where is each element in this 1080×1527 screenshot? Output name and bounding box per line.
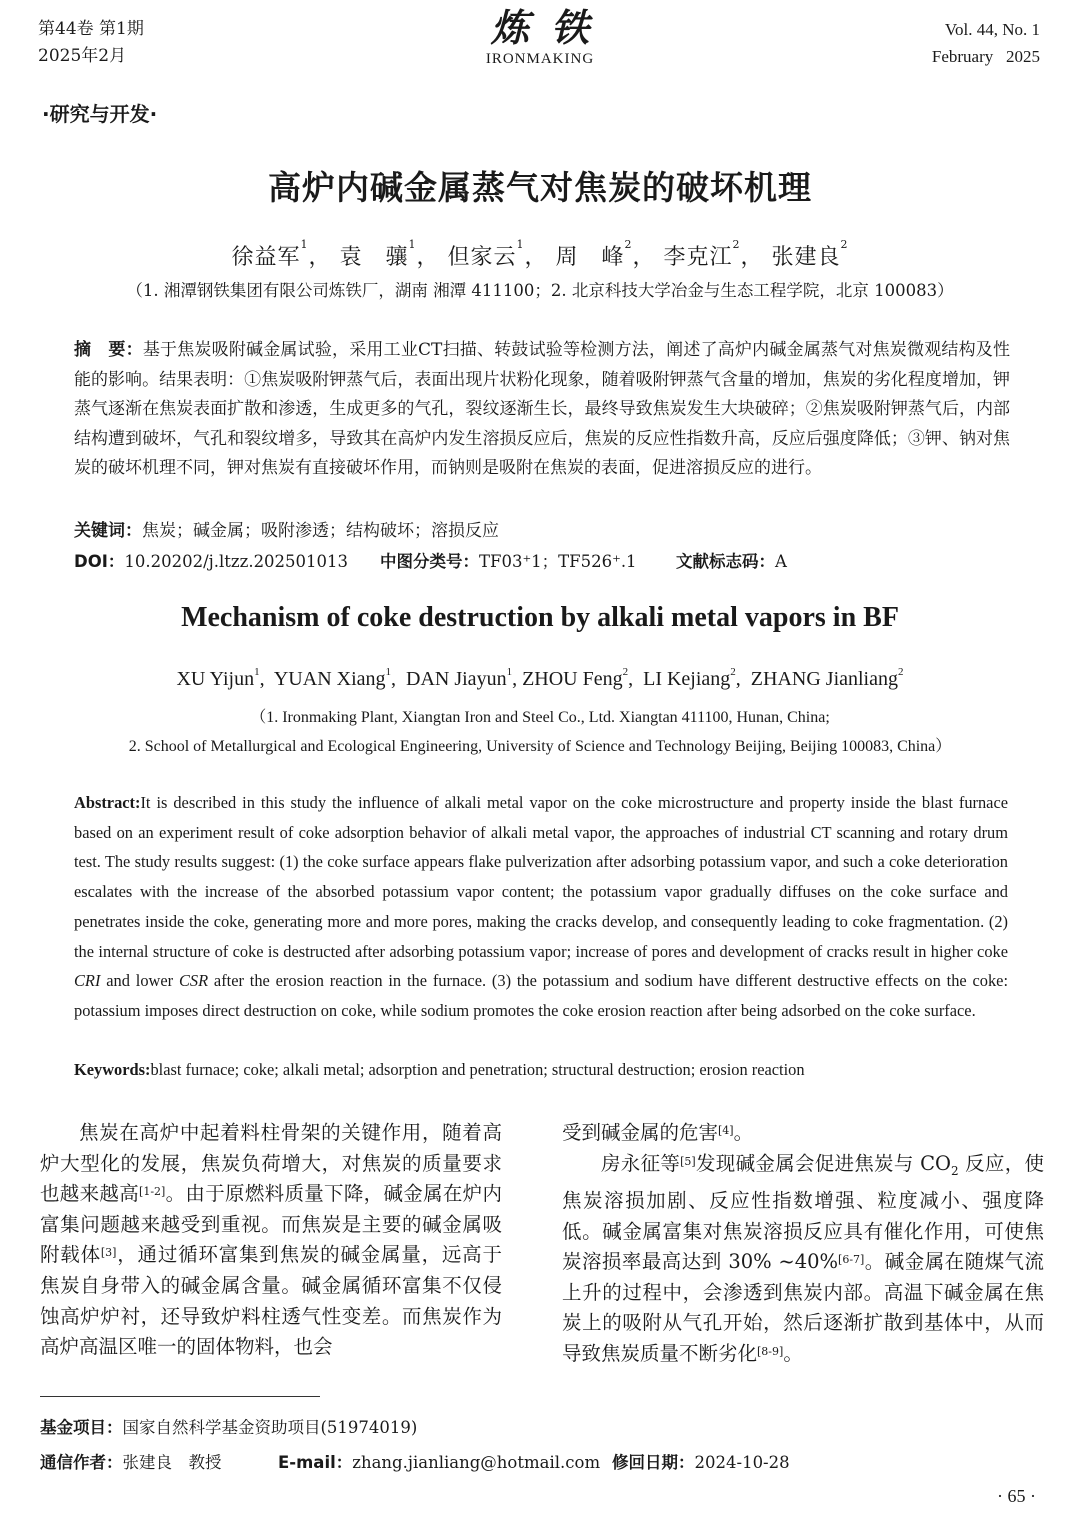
author-cn: 徐益军$^1$ bbox=[231, 238, 309, 270]
body-paragraph: 受到碱金属的危害[4]。 bbox=[562, 1121, 754, 1144]
author-en: DAN Jiayun$^1$ bbox=[406, 666, 513, 690]
keywords-en bbox=[74, 1060, 805, 1080]
author-cn: 张建良$^2$ bbox=[771, 238, 849, 270]
abstract-en-cri: CRI bbox=[74, 971, 101, 991]
affiliation-en-1: （1. Ironmaking Plant, Xiangtan Iron and Steel Co., Ltd. Xiangtan 411100, Hunan, China; bbox=[250, 709, 830, 726]
body-paragraph: 焦炭在高炉中起着料柱骨架的关键作用，随着高炉大型化的发展，焦炭负荷增大，对焦炭的质量要求也越来越高[1-2]。由于原燃料质量下降，碱金属在炉内富集问题越来越受到重视。而焦炭是主要的碱金属吸附载体[3]，通过循环富集到焦炭的碱金属量，远高于焦炭自身带入的碱金属含量。碱金属循环富集不仅侵蚀高炉炉衬，还导致炉料柱透气性变差。而焦炭作为高炉高温区唯一的固体物料，也会 bbox=[40, 1121, 502, 1359]
keywords-en-text: blast furnace; coke; alkali metal; adsorption and penetration; structural destruction; erosion reaction bbox=[150, 1060, 805, 1079]
date-en: February 2025 bbox=[931, 47, 1040, 66]
affiliation-en-2: 2. School of Metallurgical and Ecological Engineering, University of Science and Technology Beijing, Beijing 100083, China） bbox=[128, 738, 952, 755]
revised-date: 2024-10-28 bbox=[694, 1453, 790, 1472]
author-cn: 但家云$^1$ bbox=[447, 238, 525, 270]
clc-label: 中图分类号： bbox=[380, 552, 479, 571]
keywords-cn bbox=[74, 516, 499, 541]
abstract-cn-text: 基于焦炭吸附碱金属试验，采用工业CT扫描、转鼓试验等检测方法，阐述了高炉内碱金属蒸气对焦炭微观结构及性能的影响。结果表明：①焦炭吸附钾蒸气后，表面出现片状粉化现象，随着吸附钾蒸气含量的增加，焦炭的劣化程度增加，钾蒸气逐渐在焦炭表面扩散和渗透，生成更多的气孔，裂纹逐渐生长，最终导致焦炭发生大块破碎；②焦炭吸附钾蒸气后，内部结构遭到破坏，气孔和裂纹增多，导致其在高炉内发生溶损反应后，焦炭的反应性指数升高，反应后强度降低；③钾、钠对焦炭的破坏机理不同，钾对焦炭有直接破坏作用，而钠则是吸附在焦炭的表面，促进溶损反应的进行。 bbox=[74, 340, 1010, 478]
header-right bbox=[932, 16, 1040, 70]
funding-note bbox=[40, 1414, 417, 1438]
journal-masthead bbox=[0, 6, 1080, 68]
doc-code-value: A bbox=[775, 552, 787, 571]
citation[interactable]: [4] bbox=[718, 1124, 734, 1137]
authors-cn: 徐益军$^1$， 袁 骧$^1$， 但家云$^1$， 周 峰$^2$， 李克江$^2$， 张建良$^2$ bbox=[231, 238, 849, 270]
body-column-right bbox=[562, 1118, 1044, 1370]
affiliation-cn: （1. 湘潭钢铁集团有限公司炼铁厂，湖南 湘潭 411100；2. 北京科技大学冶金与生态工程学院，北京 100083） bbox=[126, 281, 954, 300]
section-tag: ·研究与开发· bbox=[42, 102, 158, 126]
authors-en: XU Yijun$^1$, YUAN Xiang$^1$, DAN Jiayun$^1$, ZHOU Feng$^2$, LI Kejiang$^2$, ZHANG Jianliang$^2$ bbox=[176, 666, 904, 690]
author-cn: 李克江$^2$ bbox=[663, 238, 741, 270]
keywords-en-label: Keywords: bbox=[74, 1060, 151, 1079]
abstract-en-text: and lower bbox=[100, 971, 179, 991]
abstract-en bbox=[74, 788, 1008, 1026]
author-en: ZHOU Feng$^2$ bbox=[522, 666, 629, 690]
citation[interactable]: [3] bbox=[100, 1246, 117, 1260]
volume-en: Vol. 44, No. 1 bbox=[944, 20, 1040, 39]
citation[interactable]: [5] bbox=[680, 1154, 696, 1168]
author-en: XU Yijun$^1$ bbox=[176, 666, 260, 690]
page-number: · 65 · bbox=[997, 1486, 1036, 1506]
email-label: E-mail： bbox=[278, 1453, 353, 1472]
title-cn: 高炉内碱金属蒸气对焦炭的破坏机理 bbox=[268, 168, 812, 207]
author-en: LI Kejiang$^2$ bbox=[643, 666, 736, 690]
journal-name-en: IRONMAKING bbox=[485, 51, 595, 67]
funding-label: 基金项目： bbox=[40, 1418, 123, 1437]
funding-text: 国家自然科学基金资助项目(51974019) bbox=[122, 1418, 418, 1437]
journal-name-cn: 炼铁 bbox=[490, 5, 611, 50]
citation[interactable]: [6-7] bbox=[838, 1253, 865, 1267]
author-en: ZHANG Jianliang$^2$ bbox=[750, 666, 904, 690]
footnote-divider bbox=[40, 1396, 320, 1397]
email-link[interactable]: zhang.jianliang@hotmail.com bbox=[352, 1453, 601, 1472]
date-cn: 2025年2月 bbox=[38, 46, 127, 66]
author-cn: 周 峰$^2$ bbox=[555, 238, 633, 270]
corr-author-label: 通信作者： bbox=[40, 1453, 123, 1472]
abstract-en-label: Abstract: bbox=[74, 793, 141, 812]
citation[interactable]: [8-9] bbox=[757, 1345, 784, 1359]
doc-code-label: 文献标志码： bbox=[676, 552, 775, 571]
abstract-en-csr: CSR bbox=[178, 971, 209, 991]
abstract-cn bbox=[74, 336, 1010, 484]
citation[interactable]: [1-2] bbox=[139, 1185, 166, 1199]
body-column-left bbox=[40, 1118, 502, 1363]
abstract-en-text: after the erosion reaction in the furnace. (3) the potassium and sodium have different destructive effects on the coke: potassium imposes direct destruction on coke, while sodium promotes the coke erosion reaction after being adsorbed on the coke surface. bbox=[74, 971, 1009, 1020]
volume-cn: 第44卷 第1期 bbox=[38, 19, 144, 39]
abstract-cn-label: 摘 要： bbox=[74, 340, 143, 360]
author-cn: 袁 骧$^1$ bbox=[339, 238, 417, 270]
doi-label: DOI： bbox=[74, 552, 125, 571]
correspondence-note bbox=[40, 1449, 1040, 1473]
keywords-cn-label: 关键词： bbox=[74, 521, 142, 541]
doi-value[interactable]: 10.20202/j.ltzz.202501013 bbox=[124, 552, 349, 571]
corr-author-text: 张建良 教授 bbox=[122, 1453, 222, 1472]
keywords-cn-text: 焦炭；碱金属；吸附渗透；结构破坏；溶损反应 bbox=[142, 521, 499, 541]
title-en: Mechanism of coke destruction by alkali metal vapors in BF bbox=[181, 602, 899, 633]
clc-value: TF03⁺1；TF526⁺.1 bbox=[479, 552, 637, 571]
abstract-en-text: It is described in this study the influence of alkali metal vapor on the coke microstructure and property inside the blast furnace based on an experiment result of coke adsorption behavior of alkali metal vapor, the approaches of industrial CT scanning and rotary drum test. The study results suggest: (1) the coke surface appears flake pulverization after adsorbing potassium vapor, and such a coke deterioration escalates with the increase of the absorbed potassium vapor content; the potassium vapor gradually diffuses on the coke surface and penetrates inside the coke, generating more and more pores, making the cracks develop, and consequently leading to coke fragmentation. (2) the internal structure of coke is destructed after adsorbing potassium vapor; increase of pores and development of cracks result in higher coke bbox=[74, 793, 1008, 961]
revised-date-label: 修回日期： bbox=[612, 1453, 695, 1472]
body-paragraph: 房永征等[5]发现碱金属会促进焦炭与 $CO_2$ 反应，使焦炭溶损加剧、反应性指数增强、粒度减小、强度降低。碱金属富集对焦炭溶损反应具有催化作用，可使焦炭溶损率最高达到 30% ~40%[6-7]。碱金属在随煤气流上升的过程中，会渗透到焦炭内部。高温下碱金属在焦炭上的吸附从气孔开始，然后逐渐扩散到基体中，从而导致焦炭质量不断劣化[8-9]。 bbox=[562, 1151, 1044, 1366]
article-meta-cn bbox=[74, 548, 1010, 572]
author-en: YUAN Xiang$^1$ bbox=[273, 666, 392, 690]
